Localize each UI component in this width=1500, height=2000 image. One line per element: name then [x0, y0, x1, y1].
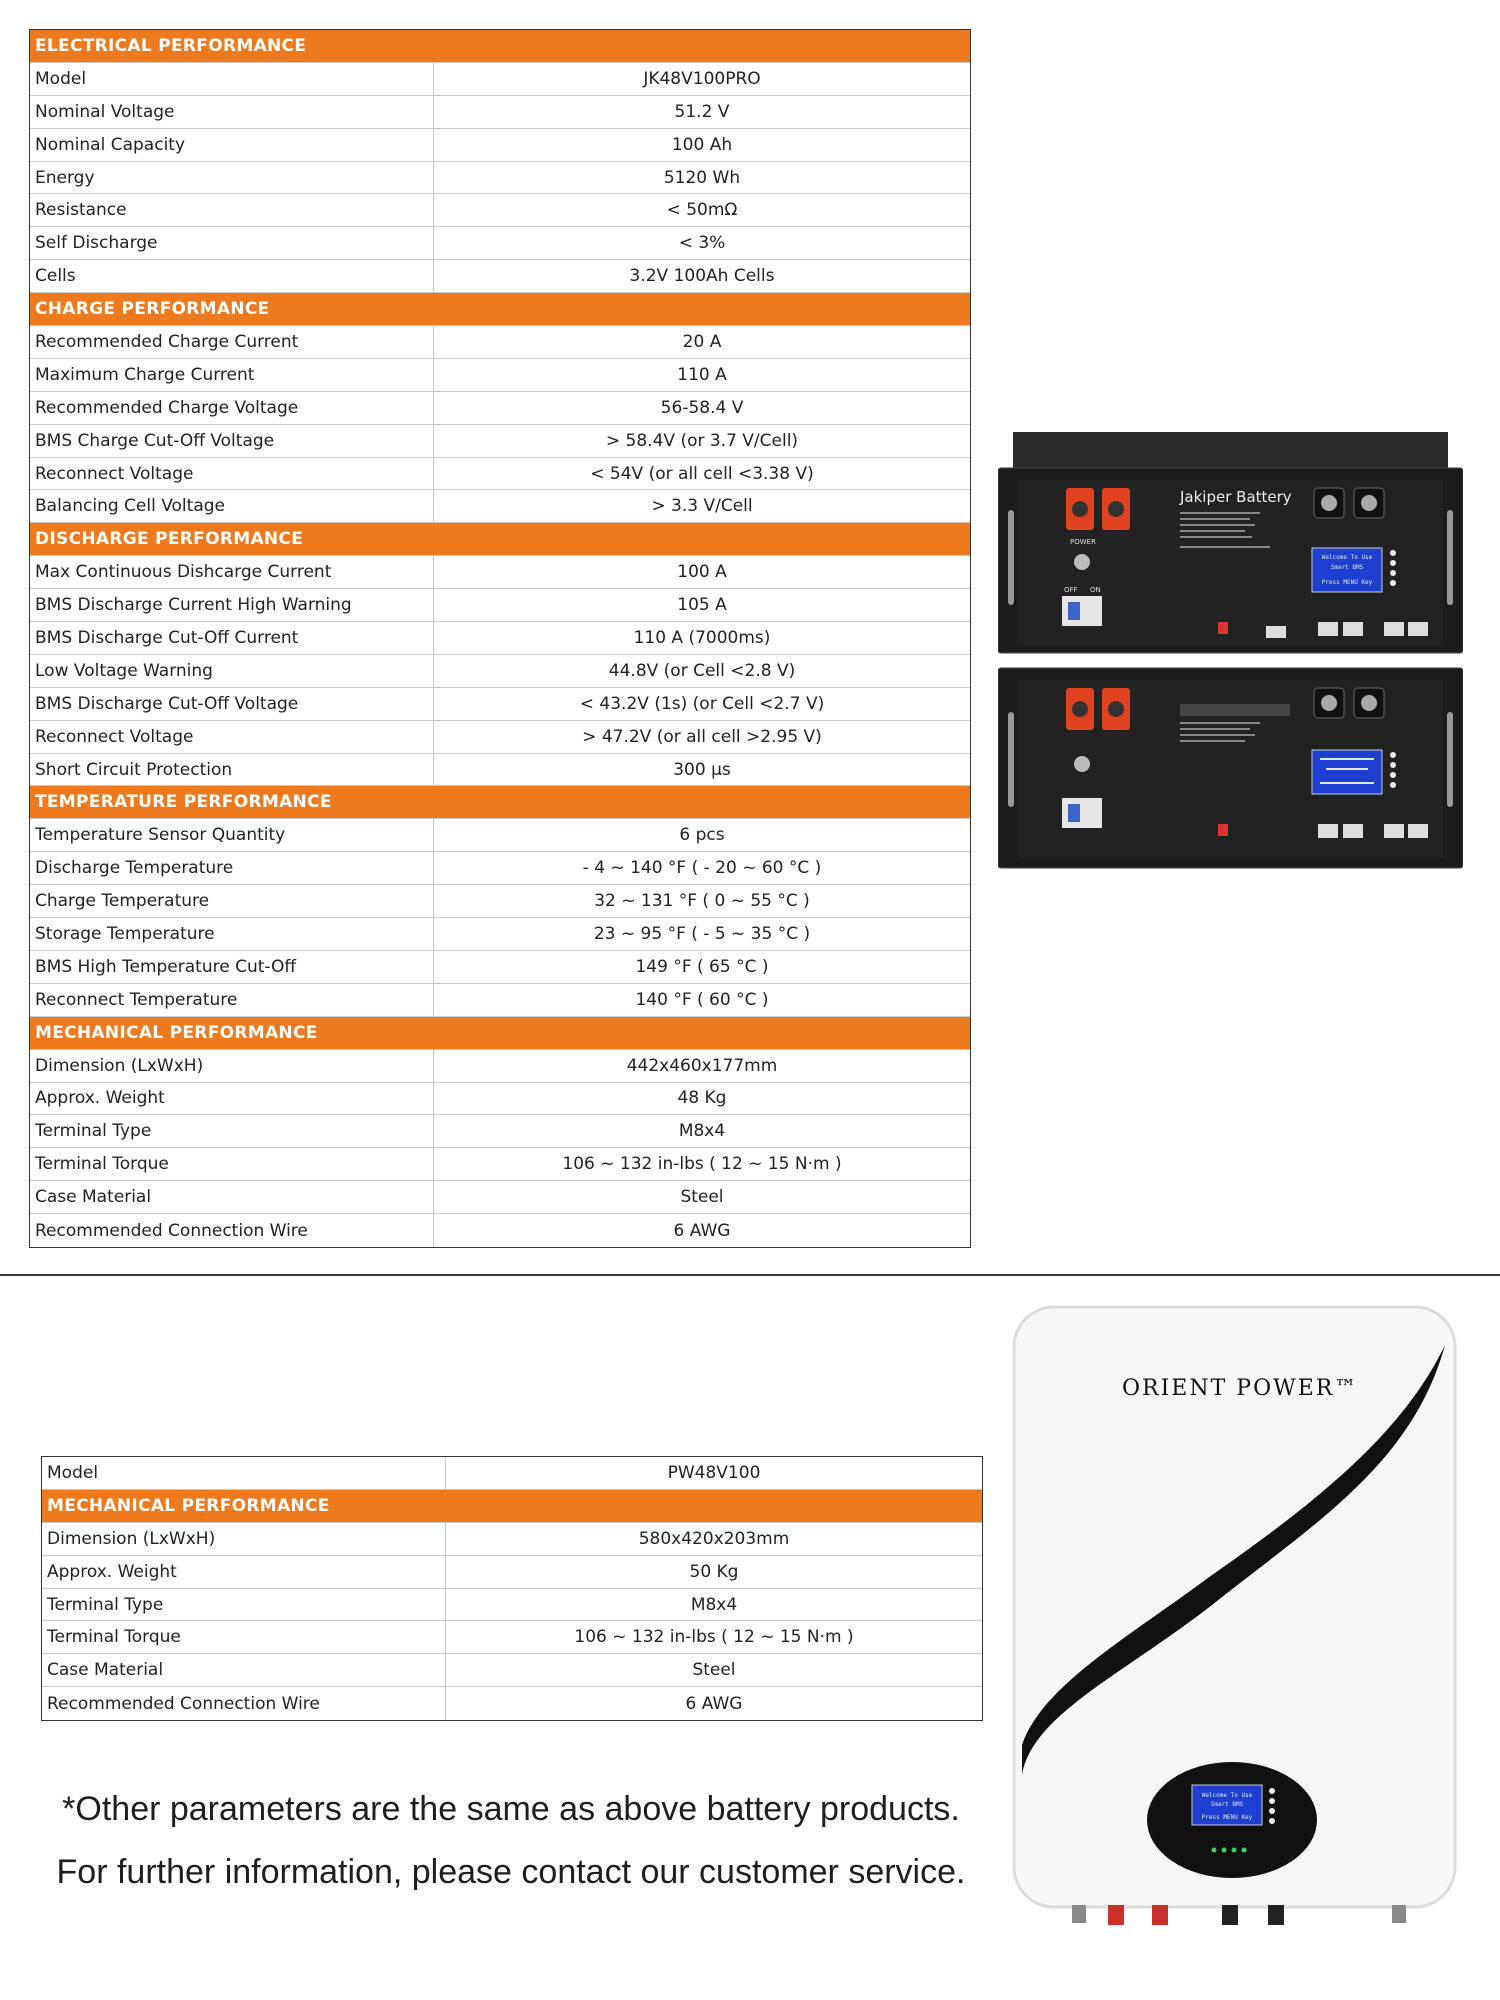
row-value: < 54V (or all cell <3.38 V) — [590, 463, 814, 484]
row-label: Nominal Voltage — [30, 96, 434, 128]
row-value: JK48V100PRO — [643, 68, 761, 89]
lcd-line-1: Welcome To Use — [1201, 1792, 1253, 1799]
row-value: 442x460x177mm — [626, 1055, 778, 1076]
rack-battery-unit-top — [998, 432, 1463, 653]
row-value: - 4 ~ 140 °F ( - 20 ~ 60 °C ) — [582, 858, 822, 879]
on-label: ON — [1090, 586, 1101, 594]
row-value: Steel — [692, 1660, 736, 1681]
row-label: Short Circuit Protection — [30, 754, 434, 786]
row-label: Terminal Type — [42, 1589, 446, 1621]
row-value: 44.8V (or Cell <2.8 V) — [608, 660, 796, 681]
table-row — [30, 1083, 970, 1116]
note-line-2: For further information, please contact our customer service. — [56, 1853, 966, 1891]
table-row — [30, 1214, 970, 1247]
section-header: ELECTRICAL PERFORMANCE — [30, 30, 970, 63]
row-value: 6 AWG — [673, 1220, 731, 1241]
lcd-line-3: Press MENU Key — [1321, 579, 1373, 586]
section-header: TEMPERATURE PERFORMANCE — [30, 786, 970, 819]
table-row — [30, 556, 970, 589]
row-value: 32 ~ 131 °F ( 0 ~ 55 °C ) — [594, 891, 810, 912]
row-label: Approx. Weight — [42, 1556, 446, 1588]
table-row — [30, 227, 970, 260]
table-row — [30, 688, 970, 721]
row-label: BMS Discharge Cut-Off Voltage — [30, 688, 434, 720]
table-row — [30, 359, 970, 392]
table-row — [30, 984, 970, 1017]
table-row — [30, 425, 970, 458]
row-label: Terminal Torque — [42, 1621, 446, 1653]
row-value: 3.2V 100Ah Cells — [629, 266, 775, 287]
table-row — [30, 194, 970, 227]
rack-battery-unit-bottom — [998, 668, 1463, 868]
table-row — [42, 1589, 982, 1622]
table-row — [42, 1621, 982, 1654]
row-value: 149 °F ( 65 °C ) — [635, 956, 769, 977]
table-row — [42, 1457, 982, 1490]
section-header: MECHANICAL PERFORMANCE — [42, 1490, 982, 1523]
row-label: Model — [42, 1457, 446, 1489]
row-value: < 3% — [678, 233, 726, 254]
table-row — [42, 1523, 982, 1556]
row-label: Terminal Torque — [30, 1148, 434, 1180]
table-row — [30, 655, 970, 688]
brand-label: ORIENT POWER™ — [1122, 1376, 1359, 1401]
table-row — [30, 490, 970, 523]
lcd-line-2: Smart BMS — [1330, 564, 1364, 571]
row-label: Energy — [30, 162, 434, 194]
row-label: Terminal Type — [30, 1115, 434, 1147]
lcd-line-3: Press MENU Key — [1201, 1814, 1253, 1821]
row-label: Recommended Connection Wire — [30, 1214, 434, 1247]
row-label: Charge Temperature — [30, 885, 434, 917]
row-value: 110 A (7000ms) — [633, 627, 771, 648]
table-row — [30, 918, 970, 951]
row-value: 20 A — [682, 331, 722, 352]
row-value: > 47.2V (or all cell >2.95 V) — [582, 726, 822, 747]
row-value: 106 ~ 132 in-lbs ( 12 ~ 15 N·m ) — [574, 1627, 854, 1648]
row-label: Approx. Weight — [30, 1083, 434, 1115]
table-row — [30, 754, 970, 787]
table-row — [42, 1556, 982, 1589]
table-row — [30, 162, 970, 195]
table-row — [30, 721, 970, 754]
table-row — [30, 129, 970, 162]
row-label: Storage Temperature — [30, 918, 434, 950]
row-label: Low Voltage Warning — [30, 655, 434, 687]
row-label: Nominal Capacity — [30, 129, 434, 161]
lcd-line-2: Smart BMS — [1210, 1801, 1244, 1808]
row-label: Recommended Charge Current — [30, 326, 434, 358]
row-label: Dimension (LxWxH) — [30, 1050, 434, 1082]
row-value: 51.2 V — [674, 101, 730, 122]
table-row — [30, 819, 970, 852]
row-label: Model — [30, 63, 434, 95]
table-row — [30, 392, 970, 425]
off-label: OFF — [1064, 586, 1078, 594]
row-value: > 58.4V (or 3.7 V/Cell) — [605, 430, 799, 451]
row-value: > 3.3 V/Cell — [651, 496, 753, 517]
table-row — [30, 458, 970, 491]
row-value: 5120 Wh — [663, 167, 741, 188]
row-value: 23 ~ 95 °F ( - 5 ~ 35 °C ) — [593, 923, 811, 944]
table-row — [30, 622, 970, 655]
table-row — [30, 1181, 970, 1214]
table-row — [42, 1654, 982, 1687]
note-line-1: *Other parameters are the same as above battery products. — [62, 1790, 960, 1828]
table-row — [42, 1687, 982, 1720]
table-row — [30, 326, 970, 359]
row-value: 100 Ah — [671, 134, 733, 155]
row-value: Steel — [680, 1187, 724, 1208]
row-value: 300 μs — [673, 759, 731, 780]
row-label: BMS Charge Cut-Off Voltage — [30, 425, 434, 457]
row-label: Case Material — [30, 1181, 434, 1213]
table-row — [30, 589, 970, 622]
row-value: 6 pcs — [679, 825, 725, 846]
row-label: Recommended Connection Wire — [42, 1687, 446, 1720]
table-row — [30, 1050, 970, 1083]
lcd-line-1: Welcome To Use — [1321, 554, 1373, 561]
table-row — [30, 1115, 970, 1148]
row-value: 50 Kg — [689, 1561, 739, 1582]
row-label: Case Material — [42, 1654, 446, 1686]
row-label: Reconnect Voltage — [30, 721, 434, 753]
row-value: 140 °F ( 60 °C ) — [635, 989, 769, 1010]
row-label: Temperature Sensor Quantity — [30, 819, 434, 851]
row-value: 56-58.4 V — [660, 397, 744, 418]
row-label: Resistance — [30, 194, 434, 226]
powerwall-battery-image — [1012, 1305, 1457, 1930]
table-row — [30, 1148, 970, 1181]
row-value: < 43.2V (1s) (or Cell <2.7 V) — [579, 693, 825, 714]
rack-battery-image — [998, 432, 1463, 874]
row-label: Cells — [30, 260, 434, 292]
table-row — [30, 885, 970, 918]
row-value: PW48V100 — [667, 1462, 761, 1483]
row-value: 105 A — [677, 595, 727, 616]
table-row — [30, 63, 970, 96]
brand-label: Jakiper Battery — [1180, 488, 1292, 506]
row-label: Self Discharge — [30, 227, 434, 259]
row-value: M8x4 — [690, 1594, 738, 1615]
row-label: Dimension (LxWxH) — [42, 1523, 446, 1555]
spec-table-jk48v100pro — [29, 29, 971, 1248]
row-value: 48 Kg — [677, 1088, 727, 1109]
row-value: 580x420x203mm — [638, 1528, 790, 1549]
power-label: POWER — [1070, 538, 1096, 546]
section-header: DISCHARGE PERFORMANCE — [30, 523, 970, 556]
section-header: MECHANICAL PERFORMANCE — [30, 1017, 970, 1050]
row-label: Max Continuous Dishcarge Current — [30, 556, 434, 588]
spec-table-pw48v100 — [41, 1456, 983, 1721]
table-row — [30, 96, 970, 129]
row-label: Reconnect Temperature — [30, 984, 434, 1016]
row-label: Recommended Charge Voltage — [30, 392, 434, 424]
row-label: BMS Discharge Cut-Off Current — [30, 622, 434, 654]
table-row — [30, 951, 970, 984]
row-value: 106 ~ 132 in-lbs ( 12 ~ 15 N·m ) — [562, 1154, 842, 1175]
row-label: Discharge Temperature — [30, 852, 434, 884]
row-value: M8x4 — [678, 1121, 726, 1142]
row-label: BMS High Temperature Cut-Off — [30, 951, 434, 983]
row-label: BMS Discharge Current High Warning — [30, 589, 434, 621]
row-value: 6 AWG — [685, 1693, 743, 1714]
row-label: Balancing Cell Voltage — [30, 490, 434, 522]
row-value: 110 A — [677, 364, 727, 385]
table-row — [30, 852, 970, 885]
row-label: Reconnect Voltage — [30, 458, 434, 490]
section-divider — [0, 1274, 1500, 1276]
table-row — [30, 260, 970, 293]
row-value: < 50mΩ — [666, 200, 738, 221]
row-value: 100 A — [677, 562, 727, 583]
section-header: CHARGE PERFORMANCE — [30, 293, 970, 326]
row-label: Maximum Charge Current — [30, 359, 434, 391]
